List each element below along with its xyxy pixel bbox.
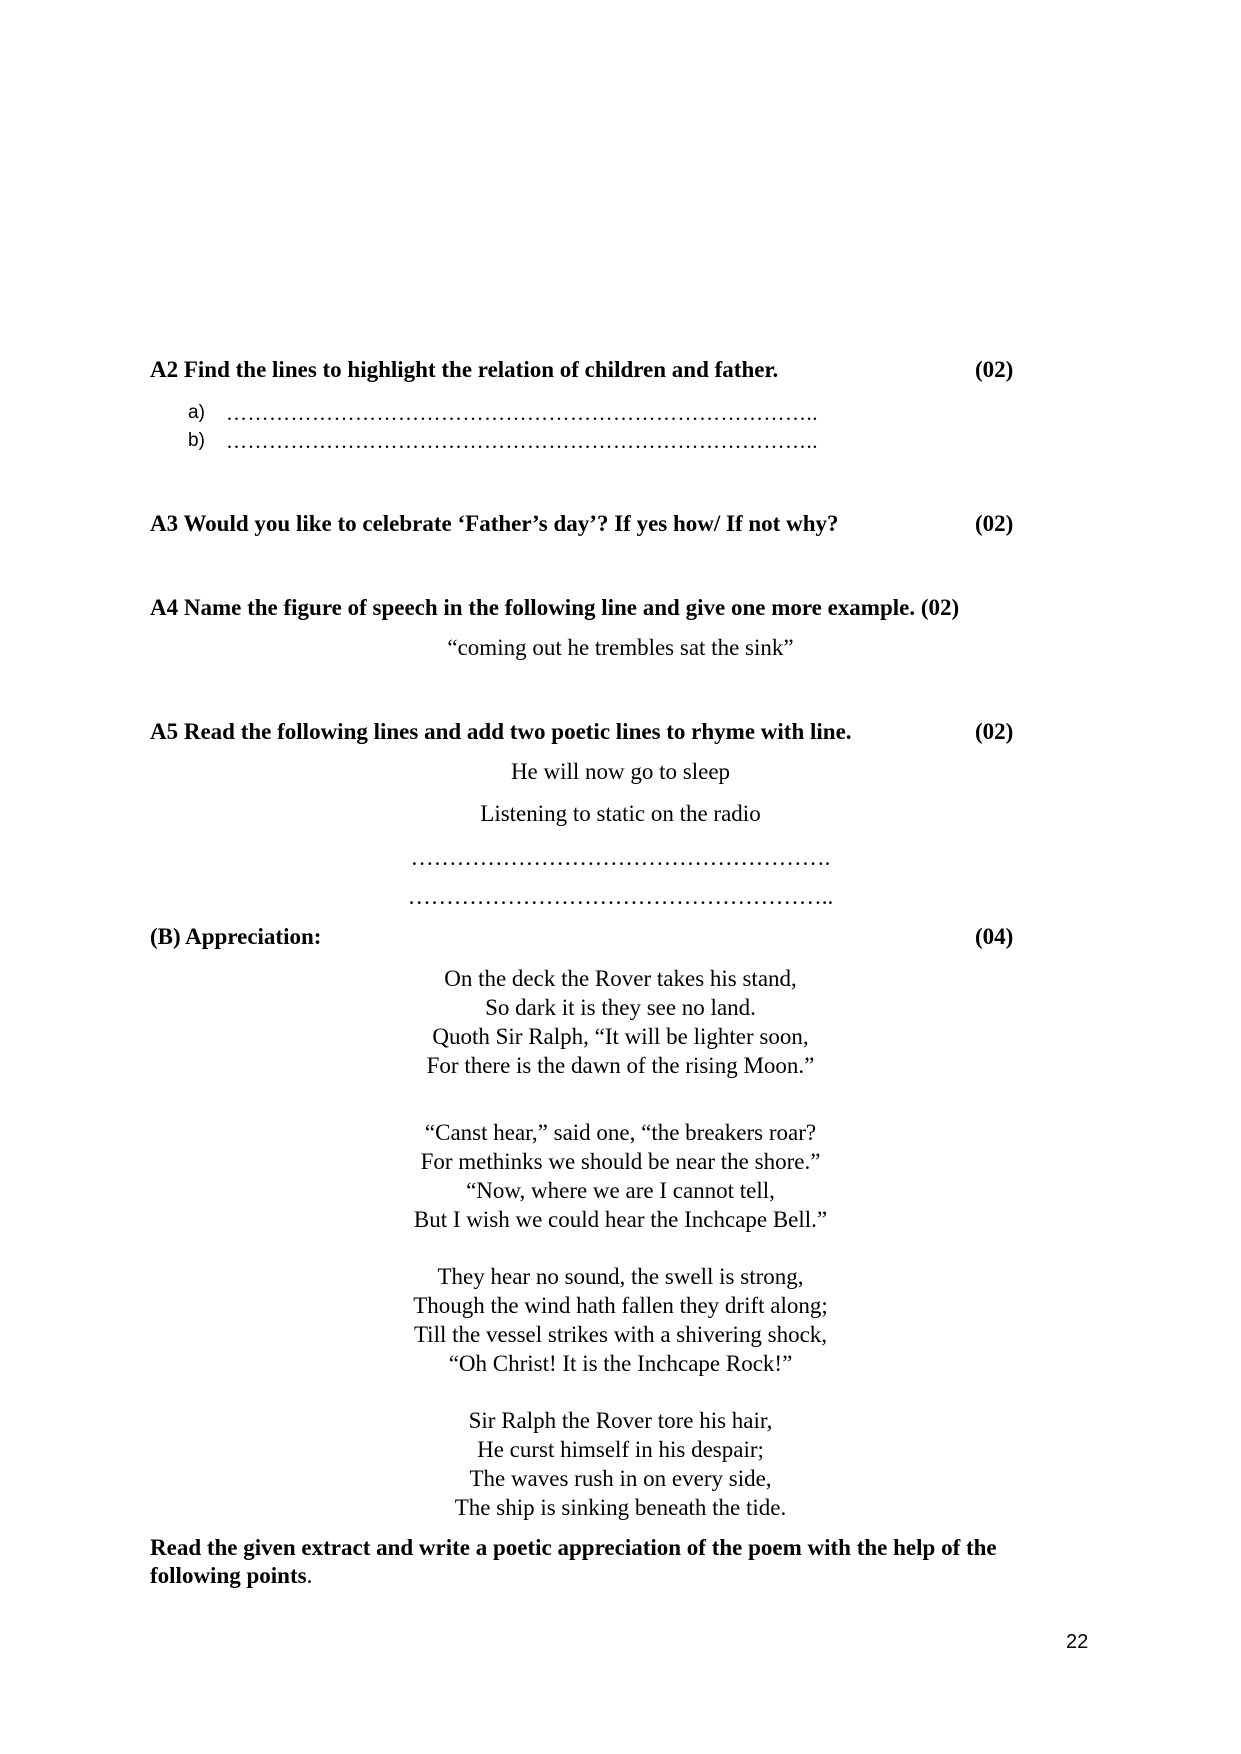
poem-line: On the deck the Rover takes his stand, (444, 966, 797, 991)
poem-line: But I wish we could hear the Inchcape Bell.” (413, 1207, 828, 1232)
question-a5-answer-dots-2: ……………………………………………….. (407, 884, 834, 909)
question-a5-marks: (02) (975, 719, 1014, 744)
question-a3-marks: (02) (975, 511, 1014, 536)
poem-line: He curst himself in his despair; (477, 1437, 764, 1462)
poem-line: Quoth Sir Ralph, “It will be lighter soon, (432, 1024, 809, 1049)
appreciation-instruction (150, 1534, 1090, 1590)
poem-stanza-1 (0, 964, 1241, 1080)
poem-stanza-4 (0, 1406, 1241, 1522)
poem-line: “Now, where we are I cannot tell, (466, 1178, 775, 1203)
poem-line: Though the wind hath fallen they drift along; (413, 1293, 828, 1318)
question-a5-line-2: Listening to static on the radio (480, 801, 761, 826)
poem-line: For there is the dawn of the rising Moon.” (426, 1053, 815, 1078)
poem-line: Till the vessel strikes with a shivering shock, (413, 1322, 828, 1347)
poem-line: They hear no sound, the swell is strong, (437, 1264, 804, 1289)
poem-line: So dark it is they see no land. (485, 995, 756, 1020)
question-a5-line-1: He will now go to sleep (510, 759, 731, 784)
section-b-marks: (04) (975, 924, 1014, 949)
poem-line: “Oh Christ! It is the Inchcape Rock!” (448, 1351, 793, 1376)
instruction-period: . (306, 1563, 313, 1588)
question-a5-text: A5 Read the following lines and add two poetic lines to rhyme with line. (150, 719, 852, 744)
poem-stanza-3 (0, 1262, 1241, 1378)
question-a2-marks: (02) (975, 357, 1014, 382)
poem-line: For methinks we should be near the shore.” (420, 1149, 821, 1174)
poem-stanza-2 (0, 1118, 1241, 1234)
answer-label-b: b) (188, 430, 205, 451)
poem-line: The waves rush in on every side, (469, 1466, 772, 1491)
answer-label-a: a) (188, 402, 205, 423)
section-b-title: (B) Appreciation: (150, 924, 322, 949)
question-a5-answer-dots-1: ………………………………………………. (410, 845, 831, 870)
question-a3-text: A3 Would you like to celebrate ‘Father’s day’? If yes how/ If not why? (150, 511, 839, 536)
answer-dots-a: ……………………………………………………………………….. (226, 401, 818, 425)
question-a4-text: A4 Name the figure of speech in the following line and give one more example. (02) (150, 595, 960, 620)
poem-line: “Canst hear,” said one, “the breakers roar? (424, 1120, 817, 1145)
page-number: 22 (1066, 1631, 1089, 1653)
poem-line: Sir Ralph the Rover tore his hair, (468, 1408, 773, 1433)
answer-dots-b: ……………………………………………………………………….. (226, 429, 818, 453)
instruction-text: Read the given extract and write a poetic appreciation of the poem with the help of the following points (150, 1535, 997, 1588)
question-a4-quote: “coming out he trembles sat the sink” (447, 635, 794, 660)
question-a2-text: A2 Find the lines to highlight the relation of children and father. (150, 357, 779, 382)
poem-line: The ship is sinking beneath the tide. (454, 1495, 787, 1520)
